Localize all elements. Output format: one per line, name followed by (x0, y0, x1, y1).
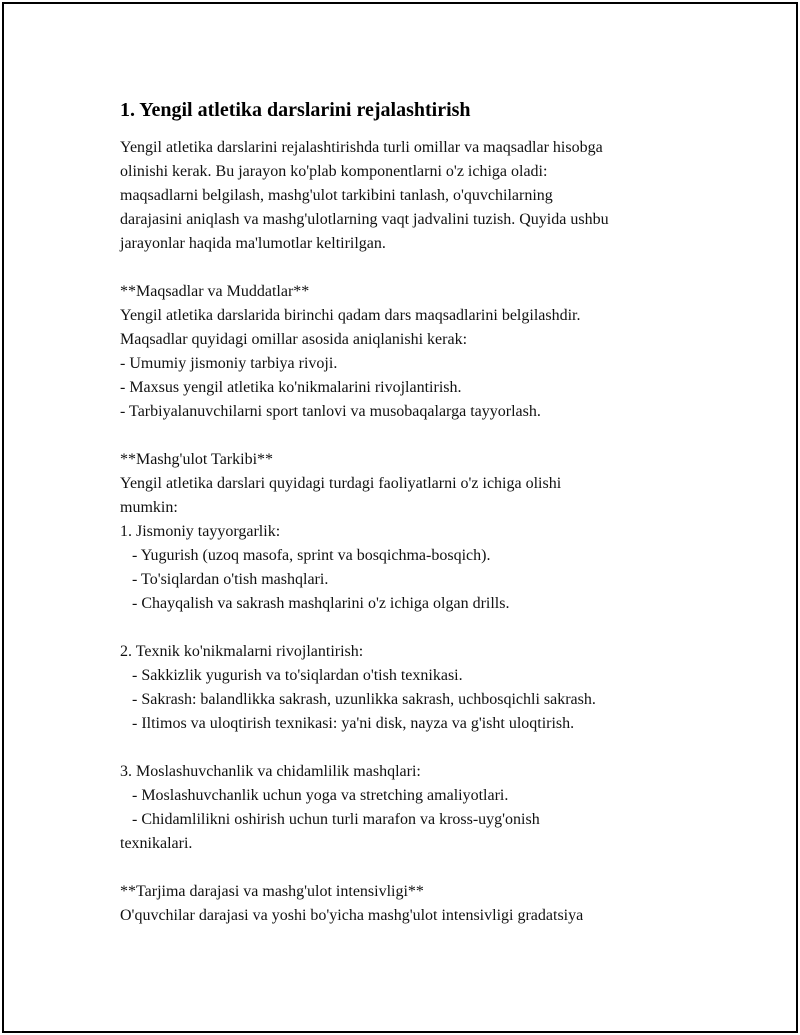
blank-line (120, 736, 700, 760)
section-heading: **Maqsadlar va Muddatlar** (120, 283, 310, 300)
text-line: olinishi kerak. Bu jarayon ko'plab komponentlarni o'z ichiga oladi: (120, 163, 548, 180)
list-subitem: - Chidamlilikni oshirish uchun turli marafon va kross-uyg'onish (120, 811, 540, 828)
list-subitem: - Chayqalish va sakrash mashqlarini o'z ichiga olgan drills. (120, 595, 510, 612)
text-line: darajasini aniqlash va mashg'ulotlarning vaqt jadvalini tuzish. Quyida ushbu (120, 211, 609, 228)
text-line: Yengil atletika darslarida birinchi qadam dars maqsadlarini belgilashdir. (120, 307, 581, 324)
list-item: - Umumiy jismoniy tarbiya rivoji. (120, 355, 338, 372)
list-item: 2. Texnik ko'nikmalarni rivojlantirish: (120, 643, 364, 660)
text-line: jarayonlar haqida ma'lumotlar keltirilgan. (120, 235, 386, 252)
list-subitem: - To'siqlardan o'tish mashqlari. (120, 571, 329, 588)
text-line: maqsadlarni belgilash, mashg'ulot tarkibini tanlash, o'quvchilarning (120, 187, 553, 204)
list-item: - Tarbiyalanuvchilarni sport tanlovi va musobaqalarga tayyorlash. (120, 403, 541, 420)
list-subitem: - Moslashuvchanlik uchun yoga va stretching amaliyotlari. (120, 787, 509, 804)
blank-line (120, 424, 700, 448)
text-line: texnikalari. (120, 835, 193, 852)
text-line: Yengil atletika darslarini rejalashtirishda turli omillar va maqsadlar hisobga (120, 139, 603, 156)
section-heading: **Tarjima darajasi va mashg'ulot intensivligi** (120, 883, 424, 900)
text-line: Yengil atletika darslari quyidagi turdagi faoliyatlarni o'z ichiga olishi (120, 475, 562, 492)
list-subitem: - Sakrash: balandlikka sakrash, uzunlikka sakrash, uchbosqichli sakrash. (120, 691, 596, 708)
blank-line (120, 856, 700, 880)
section-heading: **Mashg'ulot Tarkibi** (120, 451, 274, 468)
list-item: 1. Jismoniy tayyorgarlik: (120, 523, 281, 540)
blank-line (120, 256, 700, 280)
document-title: 1. Yengil atletika darslarini rejalashtirish (120, 99, 471, 121)
list-item: - Maxsus yengil atletika ko'nikmalarini rivojlantirish. (120, 379, 462, 396)
document-text (120, 136, 700, 928)
list-subitem: - Sakkizlik yugurish va to'siqlardan o'tish texnikasi. (120, 667, 463, 684)
list-item: 3. Moslashuvchanlik va chidamlilik mashqlari: (120, 763, 421, 780)
text-line: mumkin: (120, 499, 178, 516)
blank-line (120, 616, 700, 640)
list-subitem: - Iltimos va uloqtirish texnikasi: ya'ni disk, nayza va g'isht uloqtirish. (120, 715, 575, 732)
list-subitem: - Yugurish (uzoq masofa, sprint va bosqichma-bosqich). (120, 547, 491, 564)
text-line: Maqsadlar quyidagi omillar asosida aniqlanishi kerak: (120, 331, 468, 348)
text-line: O'quvchilar darajasi va yoshi bo'yicha mashg'ulot intensivligi gradatsiya (120, 907, 584, 924)
page-frame (2, 2, 798, 1033)
document-body (120, 98, 700, 928)
